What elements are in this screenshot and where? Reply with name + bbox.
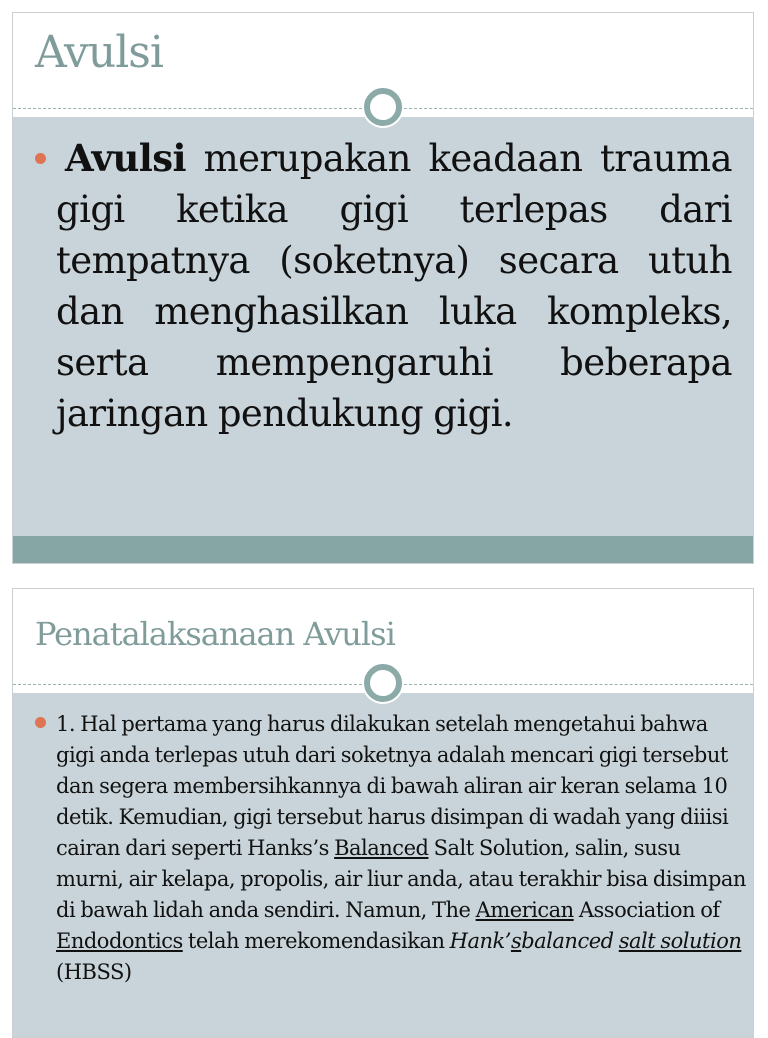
bullet-body-text: merupakan keadaan trauma gigi ketika gigi terlepas dari tempatnya (soketnya) secara utuh dan menghasilkan luka kompleks, serta mempengaruhi beberapa jaringan pendukung gigi. (56, 137, 732, 435)
slide-avulsi (12, 12, 754, 564)
ring-ornament-icon (364, 664, 402, 702)
underlined-term: Endodontics (56, 929, 183, 953)
text-run: Association of (573, 898, 720, 922)
slide-penatalaksanaan (12, 588, 754, 1038)
step-paragraph (56, 709, 746, 988)
footer-bar (13, 536, 753, 563)
text-run: (HBSS) (56, 960, 132, 984)
ring-ornament-icon (364, 88, 402, 126)
underlined-term: Balanced (334, 836, 429, 860)
text-run: 1. Hal pertama yang harus dilakukan setelah mengetahui bahwa gigi anda terlepas utuh dari soketnya adalah mencari gigi tersebut dan segera membersihkannya di bawah aliran air keran selama 10 detik. Kemudian, gigi tersebut harus disimpan di wadah yang diiisi cairan dari seperti Hanks’s (56, 712, 729, 860)
slide-title: Avulsi (35, 27, 163, 78)
bullet-icon (35, 717, 46, 728)
slide-title: Penatalaksanaan Avulsi (35, 615, 395, 653)
italic-term: Hank’ (449, 929, 511, 953)
text-run: telah merekomendasikan (182, 929, 450, 953)
italic-underlined-term: salt solution (618, 929, 742, 953)
bullet-icon (35, 153, 46, 164)
text-run: Salt Solution, salin, susu murni, air kelapa, propolis, air liur anda, atau terakhir bisa disimpan di bawah lidah anda sendiri. Namun, The (56, 836, 746, 922)
bullet-lead-term: Avulsi (65, 136, 186, 180)
italic-term: balanced (521, 929, 619, 953)
underlined-term: American (475, 898, 574, 922)
italic-underlined-term: s (510, 929, 522, 953)
bullet-paragraph (56, 133, 732, 439)
